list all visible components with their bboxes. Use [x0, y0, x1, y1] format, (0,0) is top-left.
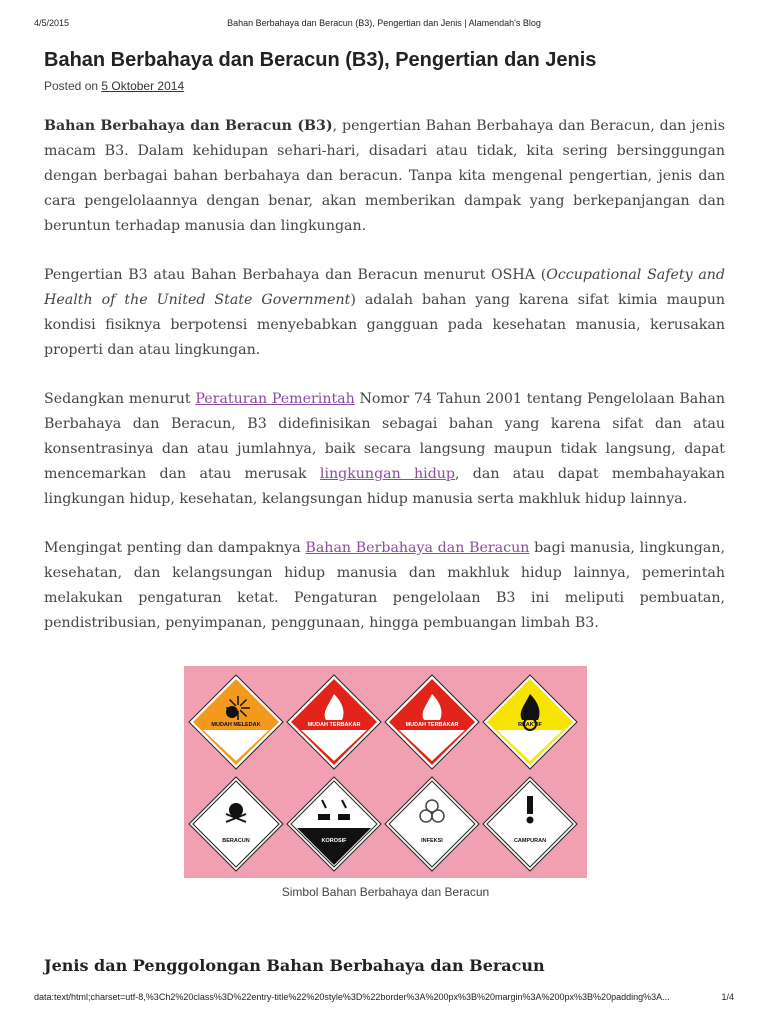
- paragraph-3-start: Sedangkan menurut: [44, 391, 196, 407]
- paragraph-3-end: , dan atau dapat membahayakan lingkungan hidup, kesehatan, kelangsungan hidup manusia serta makhluk hidup lainnya.: [44, 466, 725, 507]
- paragraph-2-end: ) adalah bahan yang karena sifat kimia maupun kondisi fisiknya berpotensi menyebabkan gangguan pada kesehatan manusia, kerusakan properti dan atau lingkungan.: [44, 292, 725, 358]
- hazard-symbol: [483, 777, 577, 871]
- hazard-symbol-label: MUDAH TERBAKAR: [405, 722, 459, 728]
- paragraph-1-text: , pengertian Bahan Berbahaya dan Beracun, dan jenis macam B3. Dalam kehidupan sehari-hari, disadari atau tidak, kita sering bersinggungan dengan berbagai bahan berbahaya dan beracun. Tanpa kita mengenal pengertian, jenis dan cara pengelolaannya dengan benar, akan memberikan dampak yang berkepanjangan dan beruntun terhadap manusia dan lingkungan.: [44, 118, 725, 234]
- posted-date-link[interactable]: 5 Oktober 2014: [101, 79, 185, 93]
- hazard-symbols-image: [184, 666, 587, 878]
- paragraph-4: [44, 536, 725, 636]
- hazard-symbol-label: MUDAH TERBAKAR: [307, 722, 361, 728]
- hazard-symbol: [483, 675, 577, 769]
- link-peraturan-pemerintah[interactable]: Peraturan Pemerintah: [195, 391, 355, 407]
- hazard-symbol: [385, 777, 479, 871]
- paragraph-2-italic: Occupational Safety and Health of the United State Government: [44, 267, 725, 308]
- hazard-symbol: [287, 675, 381, 769]
- paragraph-3: [44, 387, 725, 512]
- paragraph-2-start: Pengertian B3 atau Bahan Berbahaya dan Beracun menurut OSHA (: [44, 267, 547, 283]
- print-footer: [34, 992, 734, 1006]
- print-date: 4/5/2015: [34, 18, 70, 28]
- print-page-number: 1/4: [721, 992, 734, 1002]
- print-header: [34, 18, 734, 32]
- print-document-title: Bahan Berbahaya dan Beracun (B3), Pengertian dan Jenis | Alamendah's Blog: [227, 18, 541, 28]
- paragraph-1: [44, 114, 725, 239]
- paragraph-2: [44, 263, 725, 363]
- hazard-symbol-label: BERACUN: [222, 838, 250, 844]
- hazard-symbol-label: INFEKSI: [421, 838, 443, 844]
- hazard-symbol: [287, 777, 381, 871]
- hazard-symbol: [189, 777, 283, 871]
- figure-caption: Simbol Bahan Berbahaya dan Beracun: [281, 885, 490, 899]
- posted-on: [44, 78, 725, 94]
- link-bahan-berbahaya[interactable]: Bahan Berbahaya dan Beracun: [305, 540, 530, 556]
- entry-title: Bahan Berbahaya dan Beracun (B3), Pengertian dan Jenis: [44, 49, 597, 71]
- hazard-symbol: [189, 675, 283, 769]
- section-heading: Jenis dan Penggolongan Bahan Berbahaya dan Beracun: [44, 956, 545, 975]
- paragraph-4-end: bagi manusia, lingkungan, kesehatan, dan kelangsungan hidup manusia dan makhluk hidup lainnya, pemerintah melakukan pengaturan ketat. Pengaturan pengelolaan B3 ini meliputi pembuatan, pendistribusian, penyimpanan, penggunaan, hingga pembuangan limbah B3.: [44, 540, 725, 631]
- paragraph-3-mid: Nomor 74 Tahun 2001 tentang Pengelolaan Bahan Berbahaya dan Beracun, B3 didefinisikan sebagai bahan yang karena sifat dan atau konsentrasinya dan atau jumlahnya, baik secara langsung maupun tidak langsung, dapat mencemarkan dan atau merusak: [44, 391, 725, 482]
- paragraph-4-start: Mengingat penting dan dampaknya: [44, 540, 306, 556]
- article: [44, 46, 725, 660]
- print-url: data:text/html;charset=utf-8,%3Ch2%20class%3D%22entry-title%22%20style%3D%22border%3A%200px%3B%20margin%3A%200px%3B%20padding%3A...: [34, 992, 670, 1002]
- hazard-symbols-svg: [184, 666, 587, 878]
- hazard-symbol-label: REAKTIF: [518, 722, 542, 728]
- link-lingkungan-hidup[interactable]: lingkungan hidup: [319, 466, 456, 482]
- hazard-symbol-label: MUDAH MELEDAK: [211, 722, 261, 728]
- entry-content: [44, 114, 725, 636]
- paragraph-1-bold: Bahan Berbahaya dan Beracun (B3): [44, 118, 333, 134]
- hazard-symbols-figure: [184, 666, 587, 899]
- hazard-symbol-label: CAMPURAN: [513, 838, 547, 844]
- hazard-symbol-label: KOROSIF: [321, 838, 347, 844]
- hazard-symbol: [385, 675, 479, 769]
- posted-prefix: Posted on: [44, 79, 99, 93]
